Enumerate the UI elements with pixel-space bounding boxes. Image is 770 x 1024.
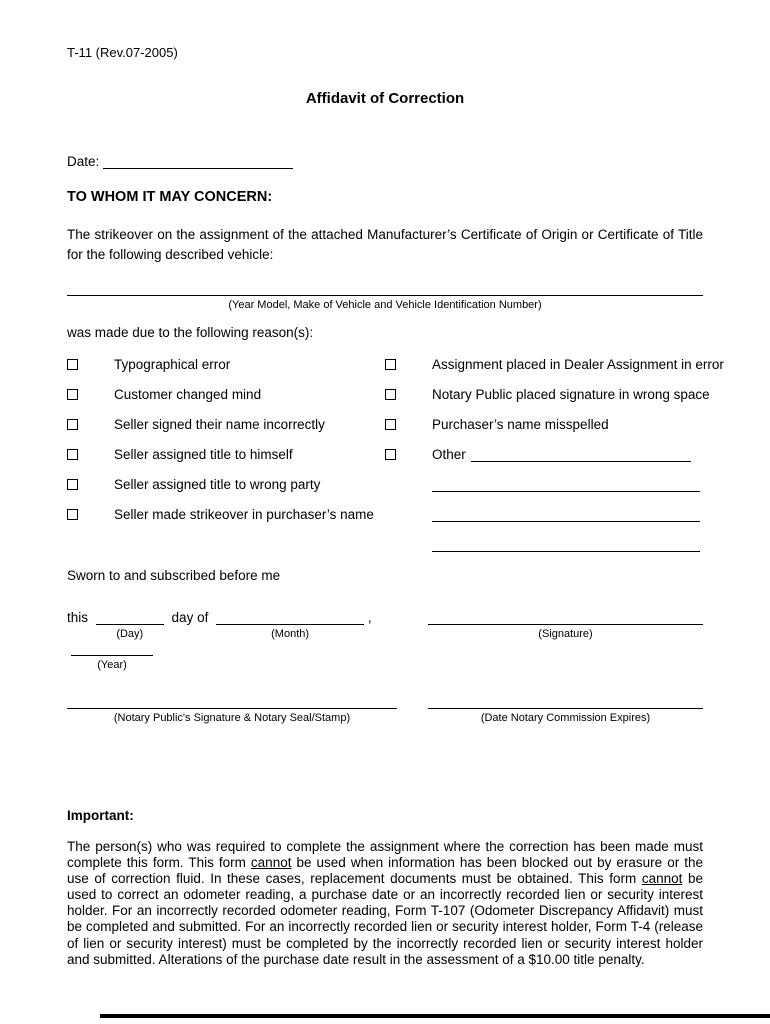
checkbox-assignment-dealer-error[interactable] xyxy=(385,359,396,370)
important-text-cannot: cannot xyxy=(641,870,683,886)
reason-label: Purchaser’s name misspelled xyxy=(432,417,609,432)
month-field xyxy=(216,609,364,640)
year-input-line[interactable] xyxy=(71,640,153,656)
important-text-segment: be used to correct an odometer reading, a purchase date or an incorrectly recorded lien or security interest holder. For an incorrectly recorded odometer reading, Form T-107 (Odometer Discrepancy Affidavit) must be completed and submitted. For an incorrectly recorded lien or security interest holder, Form T-4 (release of lien or security interest) must be completed by the incorrectly recorded lien or security interest holder and submitted. Alterations of the purchase date result in the assessment of a $10.00 title penalty. xyxy=(67,870,704,967)
intro-paragraph: The strikeover on the assignment of the attached Manufacturer’s Certificate of Origin or Certificate of Title for the following described vehicle: xyxy=(67,227,703,263)
swear-row xyxy=(67,609,703,671)
form-number: T-11 (Rev.07-2005) xyxy=(67,45,178,60)
reason-row-right xyxy=(385,508,724,522)
reason-label: Seller made strikeover in purchaser’s name xyxy=(114,507,374,522)
year-field xyxy=(71,640,153,671)
checkbox-seller-assigned-title-himself[interactable] xyxy=(67,449,78,460)
important-paragraph xyxy=(67,839,703,969)
reason-row-right xyxy=(385,387,724,402)
other-reason-extra-line-2[interactable] xyxy=(432,508,700,522)
checkbox-seller-signed-incorrectly[interactable] xyxy=(67,419,78,430)
reason-row-right xyxy=(385,357,724,372)
important-label: Important: xyxy=(67,807,134,823)
day-input-line[interactable] xyxy=(96,609,164,625)
page-bottom-edge-line xyxy=(100,1014,770,1018)
reason-row-left xyxy=(67,357,385,372)
commission-date-input-line[interactable] xyxy=(428,693,703,709)
month-input-line[interactable] xyxy=(216,609,364,625)
reason-row-left xyxy=(67,447,385,462)
other-reason-input-line[interactable] xyxy=(471,448,691,462)
checkbox-other[interactable] xyxy=(385,449,396,460)
sworn-statement: Sworn to and subscribed before me xyxy=(67,567,281,583)
month-caption: (Month) xyxy=(271,627,310,640)
this-label: this xyxy=(67,609,89,625)
year-caption: (Year) xyxy=(97,658,127,671)
reason-label: Seller assigned title to himself xyxy=(114,447,293,462)
checkbox-seller-assigned-title-wrong-party[interactable] xyxy=(67,479,78,490)
notary-caption: (Notary Public's Signature & Notary Seal/Stamp) xyxy=(113,711,351,724)
reason-label: Notary Public placed signature in wrong space xyxy=(432,387,710,402)
reasons-grid xyxy=(67,350,724,560)
checkbox-seller-strikeover-purchaser-name[interactable] xyxy=(67,509,78,520)
important-text-segment: The person(s) who was required to complete the assignment where the correction has been made must complete this form. This form xyxy=(67,838,703,870)
day-caption: (Day) xyxy=(116,627,144,640)
reason-row-left xyxy=(67,507,385,522)
checkbox-typographical-error[interactable] xyxy=(67,359,78,370)
reason-row-right xyxy=(385,417,724,432)
other-reason-extra-line-1[interactable] xyxy=(432,478,700,492)
reason-row-right xyxy=(385,447,724,462)
signature-group xyxy=(428,609,703,640)
signature-caption: (Signature) xyxy=(538,627,593,640)
vehicle-description-input-line[interactable] xyxy=(67,282,703,296)
day-field xyxy=(96,609,164,640)
notary-row xyxy=(67,693,703,724)
reason-label: Typographical error xyxy=(114,357,231,372)
other-reason-extra-line-3[interactable] xyxy=(432,538,700,552)
commission-caption: (Date Notary Commission Expires) xyxy=(480,711,651,724)
reason-label: Seller assigned title to wrong party xyxy=(114,477,321,492)
important-text-cannot: cannot xyxy=(250,854,292,870)
signature-input-line[interactable] xyxy=(428,609,703,625)
checkbox-customer-changed-mind[interactable] xyxy=(67,389,78,400)
signature-field xyxy=(428,609,703,640)
reason-label: Seller signed their name incorrectly xyxy=(114,417,325,432)
vehicle-line-caption: (Year Model, Make of Vehicle and Vehicle Identification Number) xyxy=(228,298,542,311)
day-of-label: day of xyxy=(171,609,209,625)
salutation: TO WHOM IT MAY CONCERN: xyxy=(67,189,273,205)
checkbox-purchaser-name-misspelled[interactable] xyxy=(385,419,396,430)
checkbox-notary-wrong-space[interactable] xyxy=(385,389,396,400)
reason-label: Other xyxy=(432,447,466,462)
page-title: Affidavit of Correction xyxy=(305,90,465,107)
date-label: Date: xyxy=(67,154,100,169)
reason-row-left xyxy=(67,417,385,432)
reason-row-left xyxy=(67,387,385,402)
notary-signature-input-line[interactable] xyxy=(67,693,397,709)
reason-label: Assignment placed in Dealer Assignment in error xyxy=(432,357,724,372)
important-text-segment: be used when information has been blocked out by erasure or the use of correction fluid. In these cases, replacement documents must be obtained. This form xyxy=(67,854,703,886)
commission-expiry-field xyxy=(428,693,703,724)
reason-row-left xyxy=(67,477,385,492)
comma: , xyxy=(367,609,372,625)
date-input-line[interactable] xyxy=(103,153,293,169)
reason-row-right xyxy=(385,538,724,552)
reason-row-right xyxy=(385,478,724,492)
notary-signature-field xyxy=(67,693,397,724)
swear-date-group xyxy=(67,609,428,671)
date-row xyxy=(67,153,703,169)
reason-label: Customer changed mind xyxy=(114,387,262,402)
reasons-intro: was made due to the following reason(s): xyxy=(67,324,314,340)
